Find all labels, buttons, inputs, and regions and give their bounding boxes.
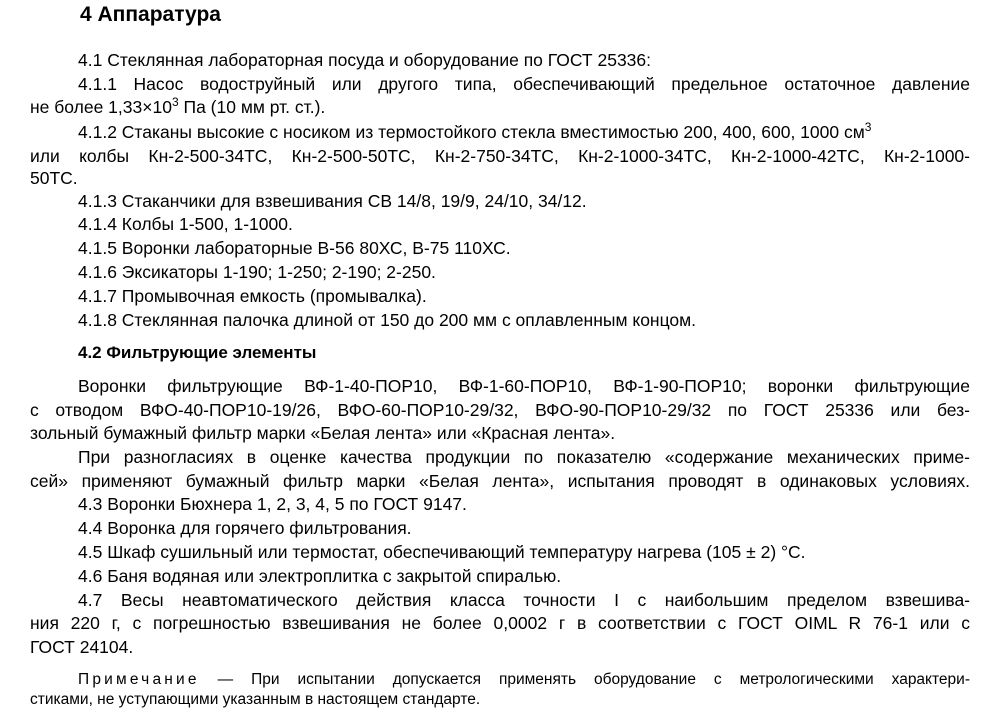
note-line2: стиками, не уступающими указанным в настоящем стандарте. bbox=[30, 691, 481, 708]
note-text-1: При испытании допускается применять оборудование с метрологическими характери- bbox=[251, 671, 970, 688]
power-exponent: 3 bbox=[171, 95, 179, 109]
item-4-1-7: 4.1.7 Промывочная емкость (промывалка). bbox=[78, 286, 427, 306]
filter-para2-line1: При разногласиях в оценке качества продукции по показателю «содержание механических приме- bbox=[78, 447, 970, 467]
pressure-text-a: не более 1,33 bbox=[30, 97, 143, 117]
power-base: 10 bbox=[152, 97, 172, 117]
cm-exponent: 3 bbox=[864, 120, 872, 134]
item-4-1-3: 4.1.3 Стаканчики для взвешивания СВ 14/8, 19/9, 24/10, 34/12. bbox=[78, 191, 587, 211]
item-4-1-2-line1 bbox=[78, 121, 871, 143]
item-4-6: 4.6 Баня водяная или электроплитка с закрытой спиралью. bbox=[78, 566, 562, 586]
pressure-text-b: Па (10 мм рт. ст.). bbox=[178, 97, 326, 117]
filter-para1-line2: с отводом ВФО-40-ПОР10-19/26, ВФО-60-ПОР10-29/32, ВФО-90-ПОР10-29/32 по ГОСТ 25336 или без- bbox=[30, 400, 970, 420]
note-dash: — bbox=[199, 671, 252, 688]
section-4-heading: 4 Аппаратура bbox=[80, 3, 221, 26]
item-4-1-8: 4.1.8 Стеклянная палочка длиной от 150 до 200 мм с оплавленным концом. bbox=[78, 310, 697, 330]
item-4-7-line3: ГОСТ 24104. bbox=[30, 637, 134, 657]
item-4-1-4: 4.1.4 Колбы 1-500, 1-1000. bbox=[78, 214, 293, 234]
item-4-1: 4.1 Стеклянная лабораторная посуда и оборудование по ГОСТ 25336: bbox=[78, 50, 652, 70]
note-label: Примечание bbox=[78, 671, 200, 688]
item-4-1-1-line2 bbox=[30, 96, 325, 118]
item-4-1-6: 4.1.6 Эксикаторы 1-190; 1-250; 2-190; 2-250. bbox=[78, 262, 436, 282]
item-4-1-2-text: 4.1.2 Стаканы высокие с носиком из термостойкого стекла вместимостью 200, 400, 600, 1000 см bbox=[78, 122, 865, 142]
item-4-3: 4.3 Воронки Бюхнера 1, 2, 3, 4, 5 по ГОСТ 9147. bbox=[78, 494, 467, 514]
item-4-7-line1: 4.7 Весы неавтоматического действия класса точности I с наибольшим пределом взвешива- bbox=[78, 590, 970, 610]
item-4-1-1-line1: 4.1.1 Насос водоструйный или другого типа, обеспечивающий предельное остаточное давление bbox=[78, 74, 970, 94]
times-sign: × bbox=[142, 97, 153, 117]
item-4-5: 4.5 Шкаф сушильный или термостат, обеспечивающий температуру нагрева (105 ± 2) °С. bbox=[78, 542, 806, 562]
filter-para1-line3: зольный бумажный фильтр марки «Белая лента» или «Красная лента». bbox=[30, 423, 616, 443]
item-4-1-2-line3: 50ТС. bbox=[30, 168, 78, 188]
filter-para2-line2: сей» применяют бумажный фильтр марки «Белая лента», испытания проводят в одинаковых условиях. bbox=[30, 471, 970, 491]
note-line1 bbox=[78, 670, 970, 690]
item-4-4: 4.4 Воронка для горячего фильтрования. bbox=[78, 518, 412, 538]
item-4-1-2-line2: или колбы Кн-2-500-34ТС, Кн-2-500-50ТС, Кн-2-750-34ТС, Кн-2-1000-34ТС, Кн-2-1000-42ТС, Кн-2-1000- bbox=[30, 146, 970, 166]
filter-para1-line1: Воронки фильтрующие ВФ-1-40-ПОР10, ВФ-1-60-ПОР10, ВФ-1-90-ПОР10; воронки фильтрующие bbox=[78, 376, 970, 396]
item-4-1-5: 4.1.5 Воронки лабораторные В-56 80ХС, В-75 110ХС. bbox=[78, 238, 511, 258]
section-4-2-heading: 4.2 Фильтрующие элементы bbox=[78, 343, 317, 362]
item-4-7-line2: ния 220 г, с погрешностью взвешивания не более 0,0002 г в соответствии с ГОСТ OIML R 76-1 или с bbox=[30, 613, 970, 633]
